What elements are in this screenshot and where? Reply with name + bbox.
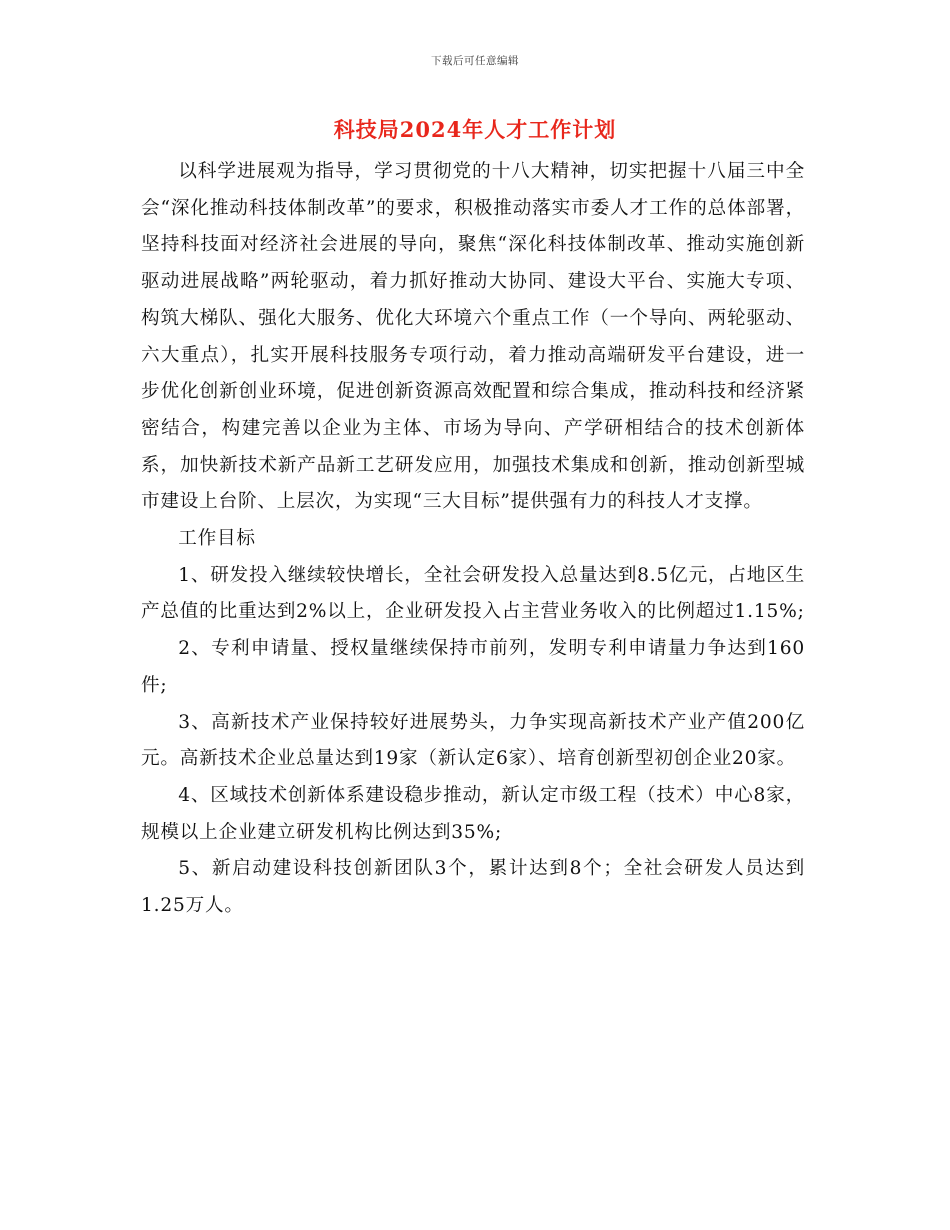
header-note: 下载后可任意编辑 xyxy=(431,55,519,67)
goal-item-5: 5、新启动建设科技创新团队3个，累计达到8个；全社会研发人员达到1.25万人。 xyxy=(141,858,805,917)
document-title: 科技局2024年人才工作计划 xyxy=(333,117,617,142)
goal-item-3: 3、高新技术产业保持较好进展势头，力争实现高新技术产业产值200亿元。高新技术企业总量达到19家（新认定6家）、培育创新型初创企业20家。 xyxy=(141,711,805,770)
goal-item-4: 4、区域技术创新体系建设稳步推动，新认定市级工程（技术）中心8家，规模以上企业建立研发机构比例达到35%; xyxy=(141,784,805,843)
section-heading-goals: 工作目标 xyxy=(178,528,256,550)
goal-item-2: 2、专利申请量、授权量继续保持市前列，发明专利申请量力争达到160件; xyxy=(141,638,805,696)
intro-paragraph: 以科学进展观为指导，学习贯彻党的十八大精神，切实把握十八届三中全会“深化推动科技体制改革”的要求，积极推动落实市委人才工作的总体部署，坚持科技面对经济社会进展的导向，聚焦“深化科技体制改革、推动实施创新驱动进展战略”两轮驱动，着力抓好推动大协同、建设大平台、实施大专项、构筑大梯队、强化大服务、优化大环境六个重点工作（一个导向、两轮驱动、六大重点），扎实开展科技服务专项行动，着力推动高端研发平台建设，进一步优化创新创业环境，促进创新资源高效配置和综合集成，推动科技和经济紧密结合，构建完善以企业为主体、市场为导向、产学研相结合的技术创新体系，加快新技术新产品新工艺研发应用，加强技术集成和创新，推动创新型城市建设上台阶、上层次，为实现“三大目标”提供强有力的科技人才支撑。 xyxy=(141,161,805,513)
document-body xyxy=(141,154,805,925)
goal-item-1: 1、研发投入继续较快增长，全社会研发投入总量达到8.5亿元，占地区生产总值的比重达到2%以上，企业研发投入占主营业务收入的比例超过1.15%; xyxy=(141,564,805,623)
